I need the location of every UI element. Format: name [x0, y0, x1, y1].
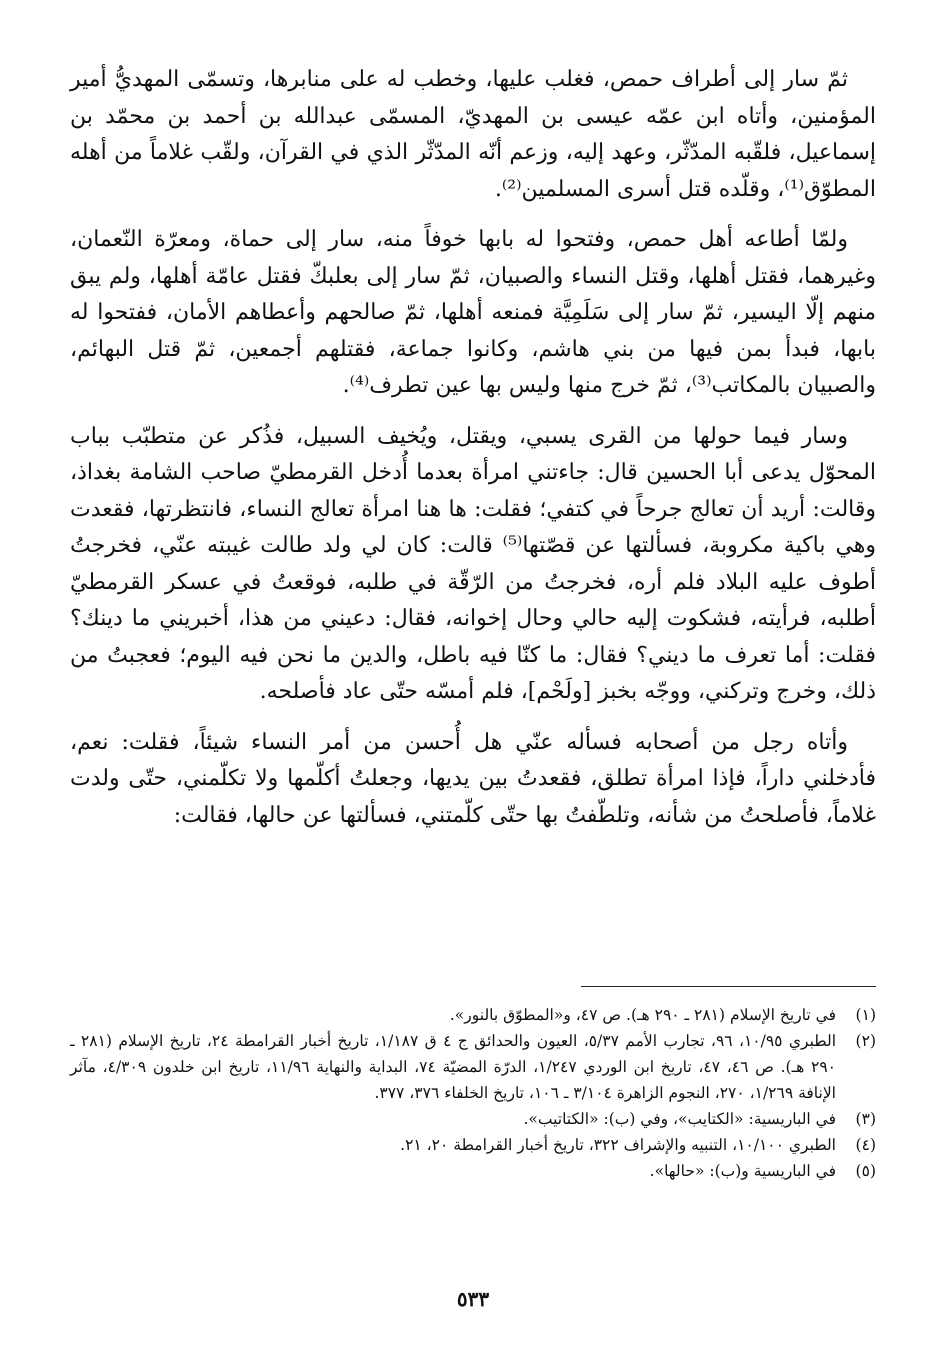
footnote-number: (٥) [855, 1162, 876, 1180]
footnote-text: في تاريخ الإسلام (٢٨١ ـ ٢٩٠ هـ). ص ٤٧، و«المطوّق بالنور». [449, 1006, 836, 1024]
footnote-number: (٤) [855, 1136, 876, 1154]
body-paragraph-2: ولمّا أطاعه أهل حمص، وفتحوا له بابها خوفاً منه، سار إلى حماة، ومعرّة النّعمان، وغيرهما، فقتل أهلها، وقتل النساء والصبيان، ثمّ سار إلى بعلبكّ فقتل عامّة أهلها، ولم يبق منهم إلّا اليسير، ثمّ سار إلى سَلَمِيَّة فمنعه أهلها، ثمّ صالحهم وأعطاهم الأمان، ففتحوا له بابها، فبدأ بمن فيها من بني هاشم، وكانوا جماعة، فقتلهم أجمعين، ثمّ قتل البهائم، والصبيان بالمكاتب⁽³⁾، ثمّ خرج منها وليس بها عين تطرف⁽⁴⁾. [70, 227, 876, 398]
footnote-number: (٣) [855, 1110, 876, 1128]
footnote-divider [581, 986, 876, 987]
body-paragraph-4: وأتاه رجل من أصحابه فسأله عنّي هل أُحسن من أمر النساء شيئاً، فقلت: نعم، فأدخلني داراً، فإذا امرأة تطلق، فقعدتُ بين يديها، وجعلتُ أكلّمها ولا تكلّمني، حتّى ولدت غلاماً، فأصلحتُ من شأنه، وتلطّفتُ بها حتّى كلّمتني، فسألتها عن حالها، فقالت: [70, 729, 876, 828]
body-paragraph-3: وسار فيما حولها من القرى يسبي، ويقتل، ويُخيف السبيل، فذُكر عن متطبّب بباب المحوّل يدعى أبا الحسين قال: جاءتني امرأة بعدما أُدخل القرمطيّ صاحب الشامة بغداذ، وقالت: أريد أن تعالج جرحاً في كتفي؛ فقلت: ها هنا امرأة تعالج النساء، فانتظرتها، فقعدت وهي باكية مكروبة، فسألتها عن قصّتها⁽⁵⁾ قالت: كان لي ولد طالت غيبته عنّي، فخرجتُ أطوف عليه البلاد فلم أره، فخرجتُ من الرّقّة في طلبه، فوقعتُ في عسكر القرمطيّ أطلبه، فرأيته، فشكوت إليه حالي وحال إخوانه، فقال: دعيني من هذا، أخبريني ما دينك؟ فقلت: أما تعرف ما ديني؟ فقال: ما كنّا فيه باطل، والدين ما نحن فيه اليوم؛ فعجبتُ من ذلك، وخرج وتركني، ووجّه بخبز [ولَحْم]، فلم أمسّه حتّى عاد فأصلحه. [70, 423, 877, 704]
footnote-5 [70, 1158, 876, 1184]
footnote-text: الطبري ١٠/٩٥، ٩٦، تجارب الأمم ٥/٣٧، العيون والحدائق ج ٤ ق ١/١٨٧، تاريخ أخبار القرامطة ٢٤، تاريخ الإسلام (٢٨١ ـ ٢٩٠ هـ). ص ٤٦، ٤٧، تاريخ ابن الوردي ١/٢٤٧، الدرّة المضيّة ٧٤، البداية والنهاية ١١/٩٦، تاريخ ابن خلدون ٤/٣٠٩، مآثر الإنافة ١/٢٦٩، ٢٧٠، النجوم الزاهرة ٣/١٠٤ ـ ١٠٦، تاريخ الخلفاء ٣٧٦، ٣٧٧. [70, 1032, 836, 1102]
footnote-text: الطبري ١٠/١٠٠، التنبيه والإشراف ٣٢٢، تاريخ أخبار القرامطة ٢٠، ٢١. [400, 1136, 836, 1154]
footnote-3 [70, 1106, 876, 1132]
book-page [70, 62, 876, 1322]
footnote-4 [70, 1132, 876, 1158]
footnote-number: (٢) [855, 1032, 876, 1050]
footnote-text: في الباريسية و(ب): «حالها». [649, 1162, 836, 1180]
footnote-text: في الباريسية: «الكتايب»، وفي (ب): «الكتاتيب». [523, 1110, 836, 1128]
footnote-2 [70, 1028, 876, 1106]
footnote-number: (١) [855, 1006, 876, 1024]
footnote-1 [70, 1002, 876, 1028]
footnotes [70, 1002, 876, 1184]
page-number: ٥٣٣ [456, 1287, 490, 1311]
body-paragraph-1: ثمّ سار إلى أطراف حمص، فغلب عليها، وخطب له على منابرها، وتسمّى المهديُّ أمير المؤمنين، وأتاه ابن عمّه عيسى بن المهديّ، المسمّى عبدالله بن أحمد بن محمّد بن إسماعيل، فلقّبه المدّثّر، وعهد إليه، وزعم أنّه المدّثّر الذي في القرآن، ولقّب غلاماً من أهله المطوّق⁽¹⁾، وقلّده قتل أسرى المسلمين⁽²⁾. [70, 67, 876, 202]
